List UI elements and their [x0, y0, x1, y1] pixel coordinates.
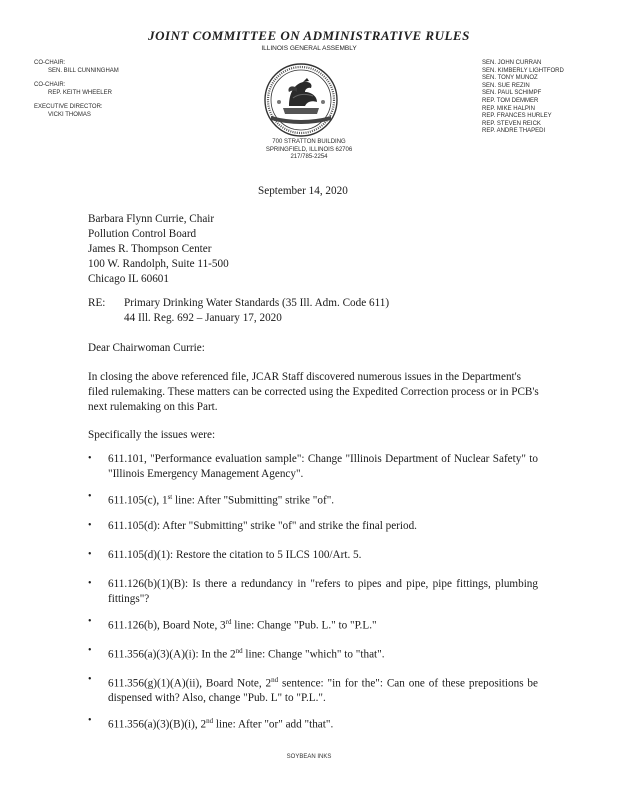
recipient-line: Barbara Flynn Currie, Chair	[88, 213, 215, 225]
member-name: SEN. PAUL SCHIMPF	[482, 90, 542, 97]
bullet-icon: •	[88, 645, 92, 656]
issue-text: 611.126(b), Board Note, 3rd line: Change "Pub. L." to "P.L."	[108, 618, 377, 632]
director-name: VICKI THOMAS	[48, 111, 91, 118]
bullet-icon: •	[88, 616, 92, 627]
issue-text: 611.356(a)(3)(B)(i), 2nd line: After "or" add "that".	[108, 717, 334, 731]
member-name: REP. MIKE HALPIN	[482, 105, 535, 112]
co-chair-name: REP. KEITH WHEELER	[48, 89, 112, 96]
recipient-line: Pollution Control Board	[88, 228, 197, 240]
re-line: 44 Ill. Reg. 692 – January 17, 2020	[124, 312, 282, 324]
member-name: REP. STEVEN REICK	[482, 120, 541, 127]
bullet-icon: •	[88, 549, 92, 560]
issue-text: 611.356(a)(3)(A)(i): In the 2nd line: Change "which" to "that".	[108, 647, 385, 661]
member-name: SEN. TONY MUNOZ	[482, 75, 538, 82]
member-name: REP. FRANCES HURLEY	[482, 113, 552, 120]
intro-paragraph: In closing the above referenced file, JCAR Staff discovered numerous issues in the Department's filed rulemaking. These matters can be corrected using the Expedited Correction process or in PCB's next rulemaking on this Part.	[88, 371, 539, 413]
issue-text: 611.356(g)(1)(A)(ii), Board Note, 2nd sentence: "in for the": Can one of these prepositions be dispensed with? Also, change "Pub. L" to "P.L.".	[108, 676, 538, 705]
members-list	[482, 60, 592, 136]
bullet-icon: •	[88, 520, 92, 531]
leadership-block	[34, 60, 174, 120]
re-line: Primary Drinking Water Standards (35 Ill. Adm. Code 611)	[124, 297, 390, 309]
member-name: REP. TOM DEMMER	[482, 97, 539, 104]
letter-date: September 14, 2020	[258, 185, 348, 197]
salutation: Dear Chairwoman Currie:	[88, 342, 205, 354]
director-label: EXECUTIVE DIRECTOR:	[34, 104, 103, 111]
issue-text: 611.105(c), 1st line: After "Submitting" strike "of".	[108, 493, 335, 507]
bullet-icon: •	[88, 578, 92, 589]
member-name: SEN. SUE REZIN	[482, 82, 530, 89]
phone-number: 217/785-2254	[290, 154, 328, 161]
address-line: 700 STRATTON BUILDING	[272, 139, 346, 145]
co-chair-label: CO-CHAIR:	[34, 60, 66, 66]
recipient-line: Chicago IL 60601	[88, 273, 169, 285]
co-chair-label: CO-CHAIR:	[34, 82, 66, 89]
recipient-address	[88, 212, 229, 287]
member-name: SEN. JOHN CURRAN	[482, 60, 542, 66]
re-label: RE:	[88, 297, 106, 309]
issue-text: 611.105(d): After "Submitting" strike "of" and strike the final period.	[108, 520, 417, 532]
bullet-icon: •	[88, 715, 92, 726]
issue-text: 611.101, "Performance evaluation sample": Change "Illinois Department of Nuclear Safety" to "Illinois Emergency Management Agency".	[108, 453, 538, 480]
address-line: SPRINGFIELD, ILLINOIS 62706	[265, 146, 353, 153]
recipient-line: James R. Thompson Center	[88, 243, 212, 255]
committee-subtitle: ILLINOIS GENERAL ASSEMBLY	[261, 45, 357, 52]
bullet-icon: •	[88, 491, 92, 502]
re-subject	[124, 296, 389, 326]
committee-title: JOINT COMMITTEE ON ADMINISTRATIVE RULES	[148, 28, 470, 43]
issues-heading: Specifically the issues were:	[88, 429, 216, 441]
issue-text: 611.105(d)(1): Restore the citation to 5 ILCS 100/Art. 5.	[108, 549, 362, 561]
issue-text: 611.126(b)(1)(B): Is there a redundancy in "refers to pipes and pipe, pipe fittings, plumbing fittings"?	[108, 578, 538, 605]
co-chair-name: SEN. BILL CUNNINGHAM	[48, 67, 119, 74]
state-seal-icon	[253, 62, 349, 138]
member-name: REP. ANDRE THAPEDI	[482, 128, 546, 135]
committee-address	[0, 139, 618, 162]
bullet-icon: •	[88, 453, 92, 464]
member-name: SEN. KIMBERLY LIGHTFORD	[482, 67, 564, 74]
footer-note: SOYBEAN INKS	[286, 754, 332, 760]
bullet-icon: •	[88, 674, 92, 685]
recipient-line: 100 W. Randolph, Suite 11-500	[88, 258, 229, 270]
